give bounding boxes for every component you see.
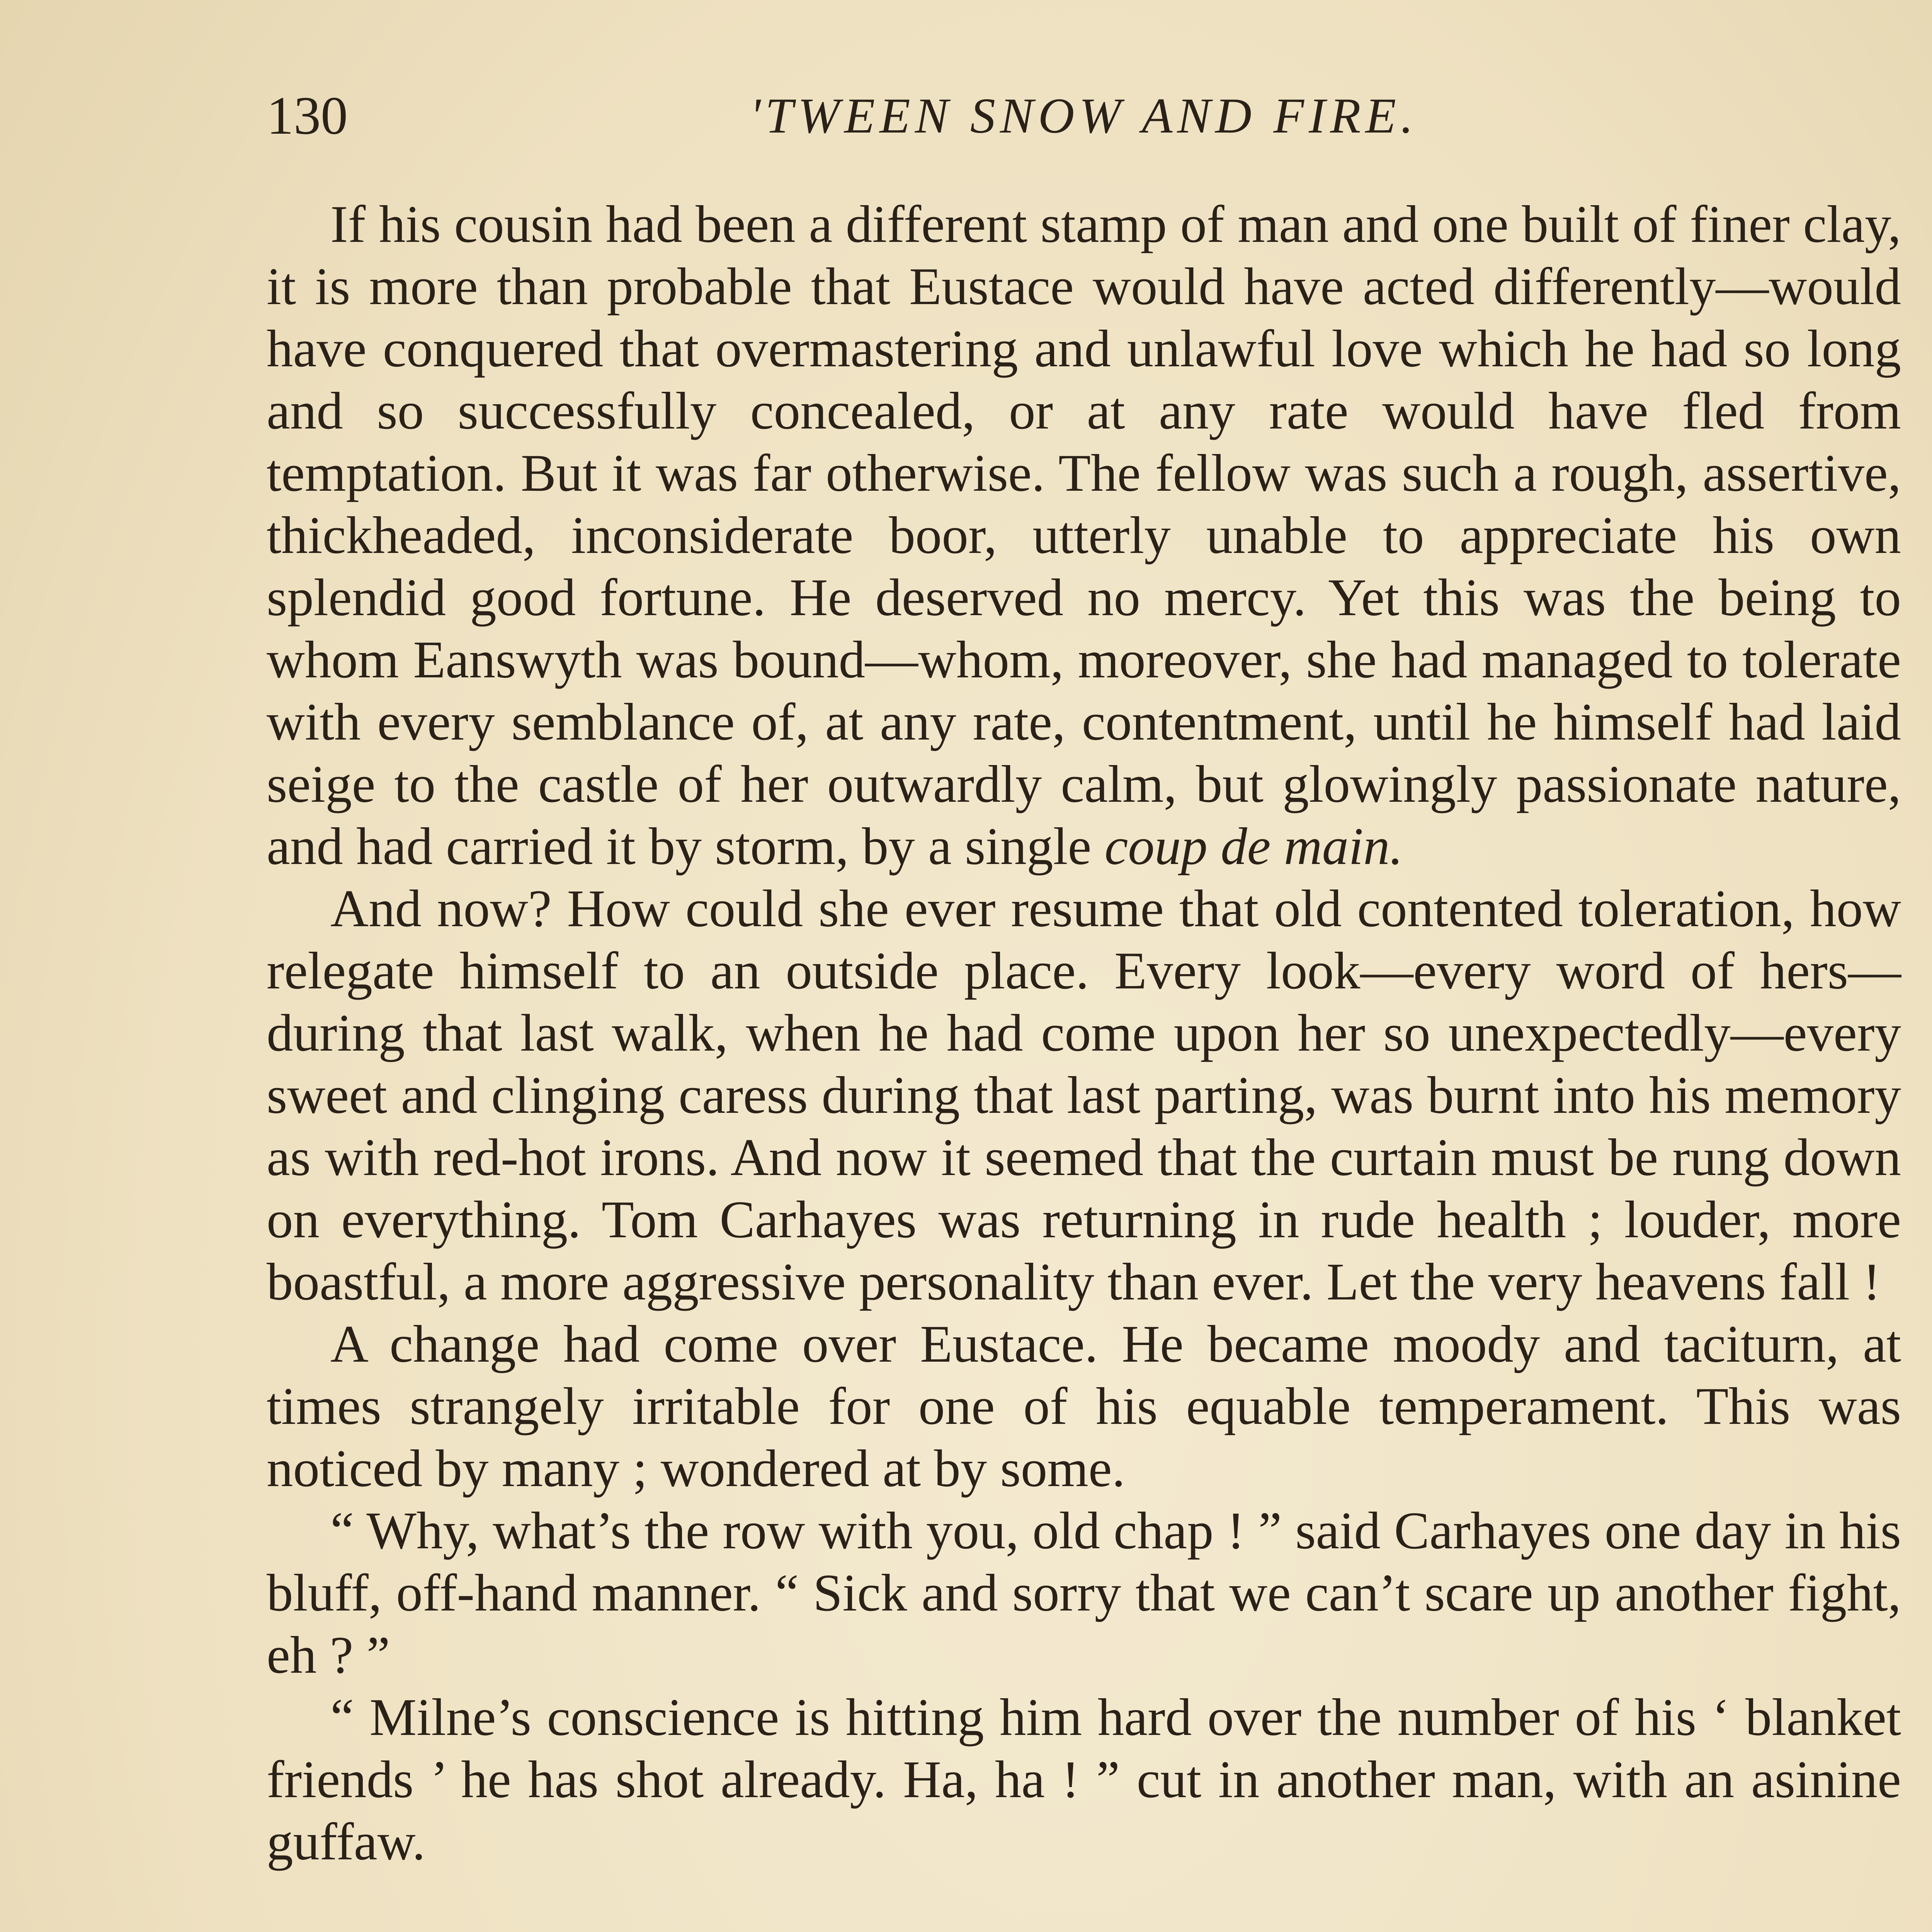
paragraph: “ Why, what’s the row with you, old chap ! ” said Carhayes one day in his bluff, off-hand manner. “ Sick and sorry that we can’t scare up another fight, eh ? ” xyxy=(267,1501,1901,1684)
paragraph: A change had come over Eustace. He became moody and taciturn, at times strangely irritable for one of his equable temperament. This was noticed by many ; wondered at by some. xyxy=(267,1315,1901,1498)
running-title: 'TWEEN SNOW AND FIRE. xyxy=(750,88,1418,144)
page-header xyxy=(267,77,1901,155)
paragraph xyxy=(267,193,1901,878)
page-number: 130 xyxy=(267,86,348,146)
italic-phrase: coup de main. xyxy=(1104,817,1403,876)
paragraph: And now? How could she ever resume that old contented toleration, how relegate himself to an outside place. Every look—every word of hers—during that last walk, when he had come upon her so unexpectedly—every sweet and clinging caress during that last parting, was burnt into his memory as with red-hot irons. And now it seemed that the curtain must be rung down on everything. Tom Carhayes was returning in rude health ; louder, more boastful, a more aggressive personality than ever. Let the very heavens fall ! xyxy=(267,879,1901,1311)
paragraph: “ Milne’s conscience is hitting him hard over the number of his ‘ blanket friends ’ he has shot already. Ha, ha ! ” cut in another man, with an asinine guffaw. xyxy=(267,1688,1901,1871)
paragraph-text: If his cousin had been a different stamp of man and one built of finer clay, it is more than probable that Eustace would have acted differently—would have conquered that overmastering and unlawful love which he had so long and so successfully concealed, or at any rate would have fled from temptation. But it was far otherwise. The fellow was such a rough, assertive, thickheaded, inconsiderate boor, utterly unable to appreciate his own splendid good fortune. He deserved no mercy. Yet this was the being to whom Eanswyth was bound—whom, moreover, she had managed to tolerate with every semblance of, at any rate, contentment, until he himself had laid seige to the castle of her outwardly calm, but glowingly passionate nature, and had carried it by storm, by a single xyxy=(267,195,1901,876)
body-text xyxy=(267,193,1901,1932)
